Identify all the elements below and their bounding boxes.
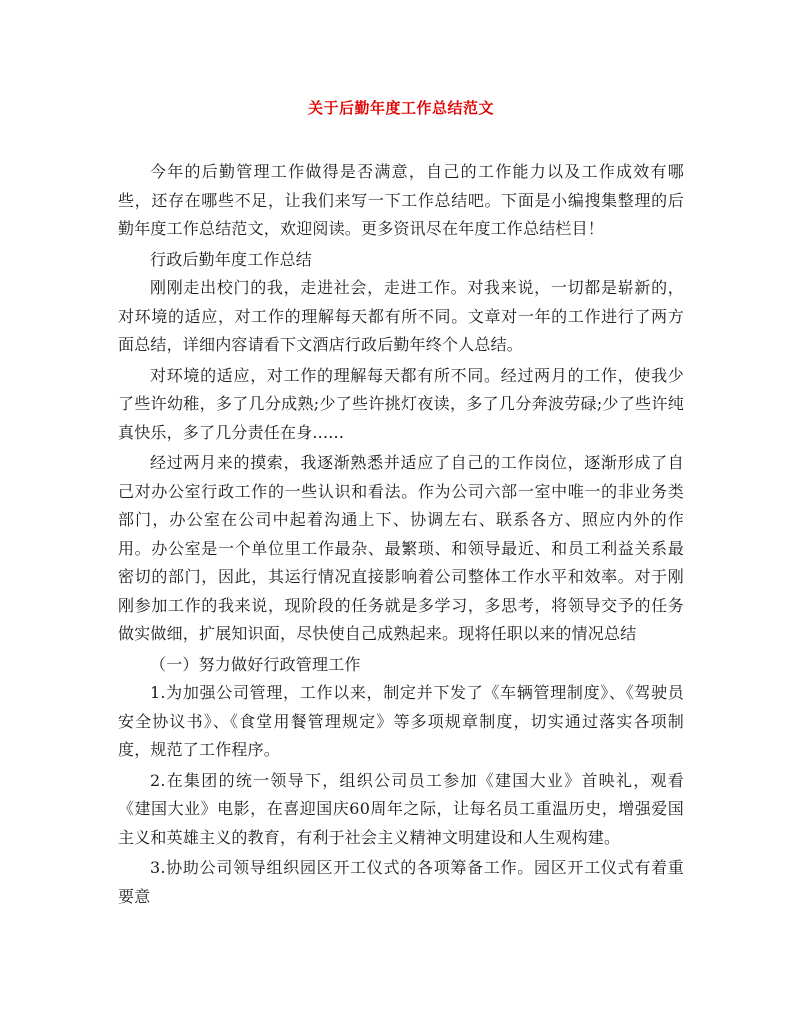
body-paragraph: 对环境的适应，对工作的理解每天都有所不同。经过两月的工作，使我少了些许幼稚，多了几分成熟;少了些许挑灯夜读，多了几分奔波劳碌;少了些许纯真快乐，多了几分责任在身......: [118, 365, 684, 442]
document-page: [118, 98, 684, 913]
document-title: 关于后勤年度工作总结范文: [307, 99, 494, 117]
list-item: 1.为加强公司管理，工作以来，制定并下发了《车辆管理制度》、《驾驶员安全协议书》、《食堂用餐管理规定》等多项规章制度，切实通过落实各项制度，规范了工作程序。: [118, 683, 684, 759]
body-paragraph: 刚刚走出校门的我，走进社会，走进工作。对我来说，一切都是崭新的，对环境的适应，对工作的理解每天都有所不同。文章对一年的工作进行了两方面总结，详细内容请看下文酒店行政后勤年终个人总结。: [118, 278, 684, 354]
body-paragraph: 经过两月来的摸索，我逐渐熟悉并适应了自己的工作岗位，逐渐形成了自己对办公室行政工作的一些认识和看法。作为公司六部一室中唯一的非业务类部门，办公室在公司中起着沟通上下、协调左右、联系各方、照应内外的作用。办公室是一个单位里工作最杂、最繁琐、和领导最近、和员工利益关系最密切的部门，因此，其运行情况直接影响着公司整体工作水平和效率。对于刚刚参加工作的我来说，现阶段的任务就是多学习，多思考，将领导交予的任务做实做细，扩展知识面，尽快使自己成熟起来。现将任职以来的情况总结: [118, 453, 684, 643]
subsection-heading: （一）努力做好行政管理工作: [150, 654, 361, 674]
list-item: 3.协助公司领导组织园区开工仪式的各项筹备工作。园区开工仪式有着重要意: [118, 858, 684, 906]
list-item: 2.在集团的统一领导下，组织公司员工参加《建国大业》首映礼，观看《建国大业》电影，在喜迎国庆60周年之际，让每名员工重温历史，增强爱国主义和英雄主义的教育，有利于社会主义精神文明建设和人生观构建。: [118, 770, 684, 847]
intro-paragraph: 今年的后勤管理工作做得是否满意，自己的工作能力以及工作成效有哪些，还存在哪些不足，让我们来写一下工作总结吧。下面是小编搜集整理的后勤年度工作总结范文，欢迎阅读。更多资讯尽在年度工作总结栏目！: [118, 162, 684, 238]
section-heading: 行政后勤年度工作总结: [150, 249, 313, 269]
